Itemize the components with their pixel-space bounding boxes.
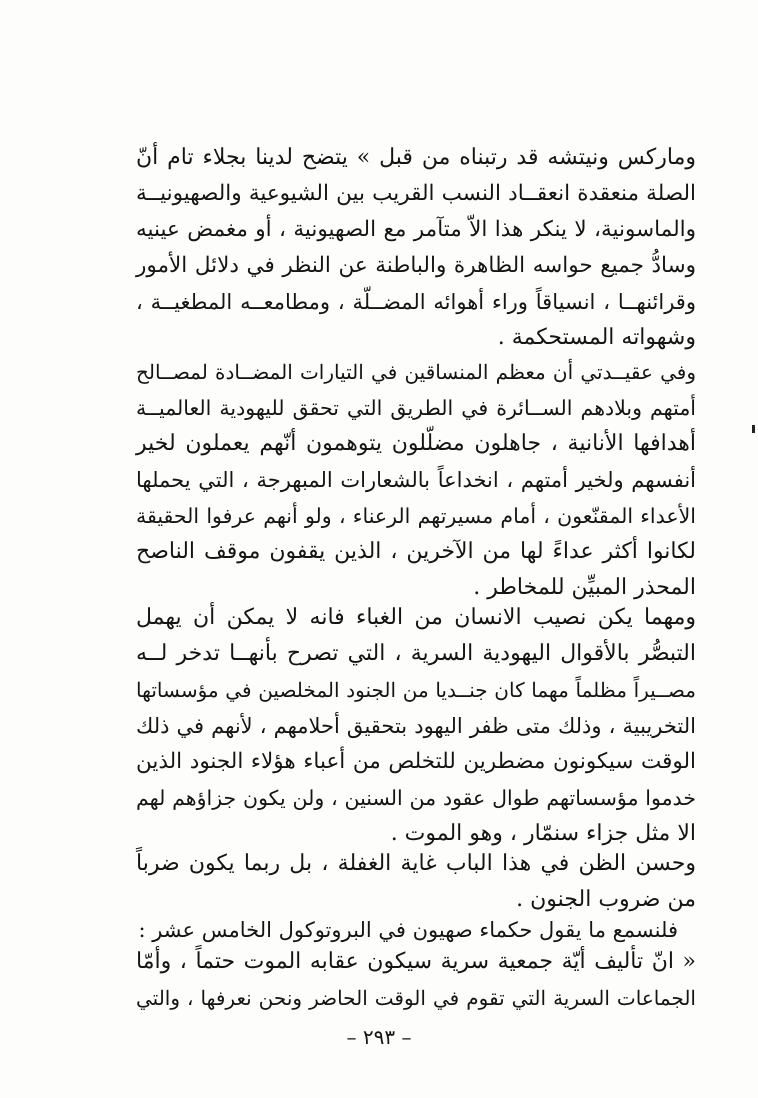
text-line: وسادُّ جميع حواسه الظاهرة والباطنة عن النظر في دلائل الأمور: [136, 253, 696, 278]
text-line: وماركس ونيتشه قد رتبناه من قبل » يتضح لدينا بجلاء تام أنّ: [136, 145, 696, 170]
text-line: أنفسهم ولخير أمتهم ، انخداعاً بالشعارات المبهرجة ، التي يحملها: [136, 468, 696, 492]
text-line: والماسونية، لا ينكر هذا الاّ متآمر مع الصهيونية ، أو مغمض عينيه: [136, 217, 696, 242]
text-line: وقرائنهــا ، انسياقاً وراء أهوائه المضــلّة ، ومطامعــه المطغيــة ،: [136, 290, 696, 314]
text-line: الجماعات السرية التي تقوم في الوقت الحاضر ونحن نعرفها ، والتي: [136, 986, 696, 1010]
text-line: من ضروب الجنون .: [516, 887, 696, 912]
text-line: ومهما يكن نصيب الانسان من الغباء فانه لا يمكن أن يهمل: [136, 605, 696, 630]
page-number: – ٢٩٣ –: [346, 1025, 412, 1049]
text-line: فلنسمع ما يقول حكماء صهيون في البروتوكول الخامس عشر :: [138, 918, 678, 942]
text-line: الأعداء المقنّعون ، أمام مسيرتهم الرعناء ، ولو أنهم عرفوا الحقيقة: [136, 504, 696, 528]
text-line: خدموا مؤسساتهم طوال عقود من السنين ، ولن يكون جزاؤهم لهم: [136, 786, 696, 810]
text-line: أهدافها الأنانية ، جاهلون مضلّلون يتوهمون أنّهم يعملون لخير: [136, 431, 696, 456]
text-line: لكانوا أكثر عداءً لها من الآخرين ، الذين يقفون موقف الناصح: [136, 539, 696, 564]
text-line: أمتهم وبلادهم الســائرة في الطريق التي تحقق لليهودية العالميــة: [136, 396, 696, 420]
text-line: وشهواته المستحكمة .: [497, 325, 696, 350]
margin-mark: [752, 425, 755, 433]
text-line: وفي عقيــدتي أن معظم المنساقين في التيارات المضــادة لمصــالح: [136, 360, 696, 384]
text-line: التبصُّر بالأقوال اليهودية السرية ، التي تصرح بأنهــا تدخر لــه: [136, 641, 696, 666]
text-line: مصــيراً مظلماً مهما كان جنــديا من الجنود المخلصين في مؤسساتها: [136, 678, 696, 702]
text-line: « انّ تأليف أيّة جمعية سرية سيكون عقابه الموت حتماً ، وأمّا: [136, 949, 696, 974]
text-line: التخريبية ، وذلك متى ظفر اليهود بتحقيق أحلامهم ، لأنهم في ذلك: [136, 714, 696, 738]
text-line: الوقت سيكونون مضطرين للتخلص من أعباء هؤلاء الجنود الذين: [136, 749, 696, 774]
text-line: الا مثل جزاء سنمّار ، وهو الموت .: [390, 821, 696, 846]
text-line: الصلة منعقدة انعقــاد النسب القريب بين الشيوعية والصهيونيــة: [136, 181, 696, 206]
text-line: المحذر المبيِّن للمخاطر .: [473, 575, 696, 600]
text-line: وحسن الظن في هذا الباب غاية الغفلة ، بل ربما يكون ضرباً: [136, 851, 696, 876]
